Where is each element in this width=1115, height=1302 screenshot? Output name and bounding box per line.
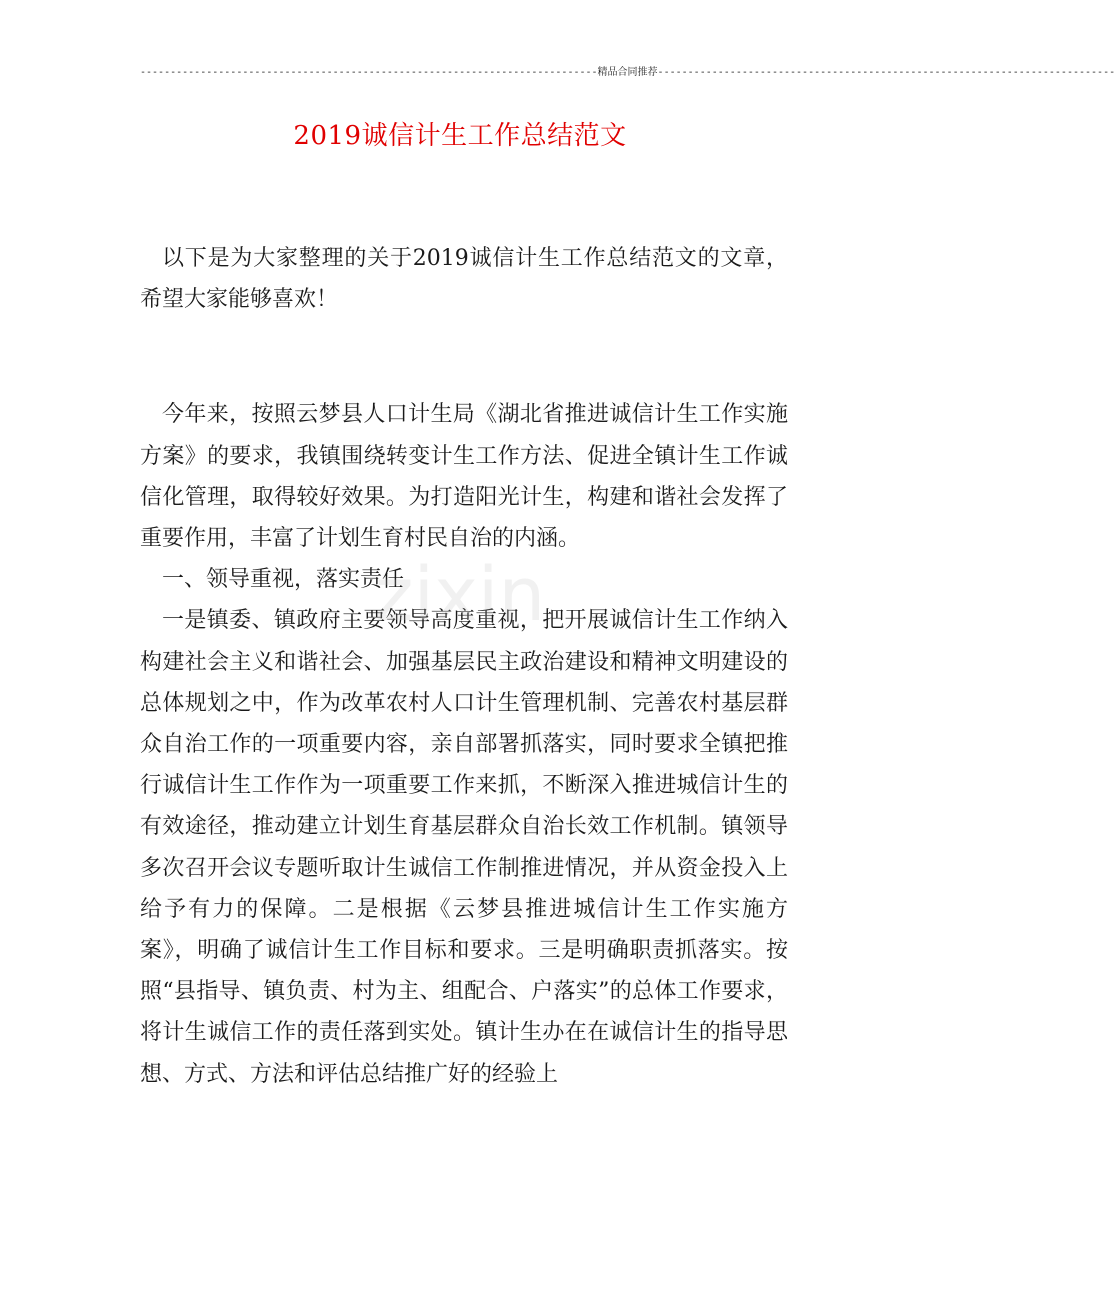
watermark-logo: zixin	[374, 552, 546, 638]
section-heading: 一、领导重视，落实责任	[162, 567, 405, 593]
intro-paragraph: 以下是为大家整理的关于2019诚信计生工作总结范文的文章，希望大家能够喜欢！	[140, 246, 788, 313]
body-paragraph: 今年来，按照云梦县人口计生局《湖北省推进诚信计生工作实施方案》的要求，我镇围绕转变计生工作方法、促进全镇计生工作诚信化管理，取得较好效果。为打造阳光计生，构建和谐社会发挥了重要作用，丰富了计划生育村民自治的内涵。	[140, 402, 788, 552]
body-paragraph: 一是镇委、镇政府主要领导高度重视，把开展诚信计生工作纳入构建社会主义和谐社会、加强基层民主政治建设和精神文明建设的总体规划之中，作为改革农村人口计生管理机制、完善农村基层群众自治工作的一项重要内容，亲自部署抓落实，同时要求全镇把推行诚信计生工作作为一项重要工作来抓，不断深入推进城信计生的有效途径，推动建立计划生育基层群众自治长效工作机制。镇领导多次召开会议专题听取计生诚信工作制推进情况，并从资金投入上给予有力的保障。二是根据《云梦县推进城信计生工作实施方案》，明确了诚信计生工作目标和要求。三是明确职责抓落实。按照“县指导、镇负责、村为主、组配合、户落实”的总体工作要求，将计生诚信工作的责任落到实处。镇计生办在在诚信计生的指导思想、方式、方法和评估总结推广好的经验上	[140, 608, 788, 1087]
document-title: 2019诚信计生工作总结范文	[293, 121, 627, 151]
document-body	[140, 238, 788, 1095]
page-header-banner: ----------------------------------------------------------------------------精品合同推荐----------------------------------------------------------------------------	[140, 67, 1115, 78]
